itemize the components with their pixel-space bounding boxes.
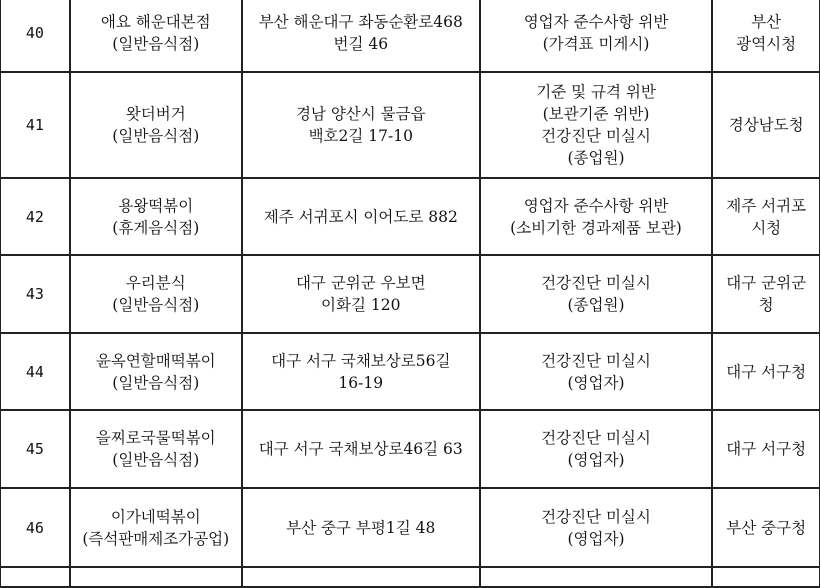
- business-name-line: 윤옥연할매떡볶이: [95, 351, 216, 370]
- address-line: 부산 중구 부평1길 48: [286, 518, 436, 537]
- business-name-line: (일반음식점): [112, 451, 200, 469]
- address-cell: [242, 178, 480, 255]
- row-number-cell: 40: [0, 0, 70, 72]
- violation-line: (종업원): [567, 149, 625, 167]
- address-line: 백호2길 17-10: [308, 127, 413, 145]
- agency-line: 청: [758, 296, 774, 314]
- agency-line: 경상남도청: [728, 116, 804, 134]
- violation-line: (영업자): [567, 451, 625, 469]
- agency-cell: [712, 255, 820, 333]
- agency-line: 제주 서귀포: [726, 196, 807, 215]
- violation-line: (영업자): [567, 529, 625, 548]
- business-name-line: 을찌로국물떡볶이: [95, 429, 216, 447]
- business-name-cell: [70, 488, 242, 567]
- table-row: [0, 255, 820, 333]
- violation-line: 건강진단 미실시: [541, 429, 651, 447]
- violation-cell: [480, 178, 713, 255]
- address-line: 대구 군위군 우보면: [295, 274, 426, 292]
- violation-line: 건강진단 미실시: [541, 127, 651, 145]
- table-row: [0, 72, 820, 178]
- row-number-cell: 42: [0, 178, 70, 255]
- business-name-line: (일반음식점): [112, 127, 200, 145]
- violation-cell: [480, 72, 713, 178]
- violation-line: 영업자 준수사항 위반: [523, 12, 669, 31]
- business-name-line: 용왕떡볶이: [118, 196, 194, 215]
- agency-line: 광역시청: [736, 34, 797, 53]
- address-cell: [242, 488, 480, 567]
- business-name-cell: [70, 333, 242, 410]
- row-number-cell: 41: [0, 72, 70, 178]
- table-row: [0, 333, 820, 410]
- violation-cell: [480, 410, 713, 488]
- violation-line: 영업자 준수사항 위반: [523, 196, 669, 215]
- business-name-line: (일반음식점): [112, 373, 200, 392]
- agency-line: 부산 중구청: [726, 518, 807, 537]
- table-row-partial: [0, 567, 820, 587]
- business-name-cell: [70, 255, 242, 333]
- violation-line: (보관기준 위반): [542, 105, 650, 123]
- agency-line: 대구 군위군: [726, 274, 807, 292]
- agency-cell: [712, 178, 820, 255]
- business-name-line: (휴게음식점): [112, 218, 200, 237]
- agency-cell: [712, 488, 820, 567]
- address-line: 제주 서귀포시 이어도로 882: [263, 207, 458, 226]
- address-line: 이화길 120: [321, 296, 401, 314]
- business-name-line: (즉석판매제조가공업): [82, 529, 230, 548]
- empty-cell: [712, 567, 820, 587]
- address-cell: [242, 333, 480, 410]
- business-name-line: 애요 해운대본점: [100, 12, 211, 31]
- business-name-line: 왓더버거: [125, 105, 186, 123]
- violation-cell: [480, 0, 713, 72]
- address-cell: [242, 0, 480, 72]
- address-cell: [242, 410, 480, 488]
- violation-line: (가격표 미게시): [542, 34, 650, 53]
- row-number-cell: 43: [0, 255, 70, 333]
- violation-line: (소비기한 경과제품 보관): [510, 218, 682, 237]
- violation-line: 건강진단 미실시: [541, 274, 651, 292]
- empty-cell: [480, 567, 713, 587]
- agency-cell: [712, 333, 820, 410]
- agency-line: 시청: [751, 218, 782, 237]
- agency-line: 대구 서구청: [726, 440, 807, 458]
- empty-cell: [70, 567, 242, 587]
- table-row: [0, 178, 820, 255]
- address-line: 대구 서구 국채보상로56길: [271, 351, 451, 370]
- business-name-cell: [70, 410, 242, 488]
- address-line: 부산 해운대구 좌동순환로468: [258, 12, 463, 31]
- address-cell: [242, 255, 480, 333]
- violation-line: (영업자): [567, 373, 625, 392]
- business-name-line: (일반음식점): [112, 296, 200, 314]
- business-name-line: 이가네떡볶이: [110, 507, 201, 526]
- table-row: [0, 410, 820, 488]
- business-name-line: (일반음식점): [112, 34, 200, 53]
- violation-cell: [480, 255, 713, 333]
- row-number-cell: 45: [0, 410, 70, 488]
- address-line: 16-19: [338, 373, 384, 392]
- table-row: [0, 488, 820, 567]
- empty-cell: [242, 567, 480, 587]
- agency-line: 부산: [751, 12, 782, 31]
- agency-cell: [712, 72, 820, 178]
- business-name-cell: [70, 0, 242, 72]
- violation-line: 기준 및 규격 위반: [536, 83, 656, 101]
- agency-line: 대구 서구청: [726, 362, 807, 381]
- address-line: 번길 46: [333, 34, 389, 53]
- violation-cell: [480, 488, 713, 567]
- address-line: 대구 서구 국채보상로46길 63: [258, 440, 463, 458]
- violation-line: (종업원): [567, 296, 625, 314]
- row-number-cell: 46: [0, 488, 70, 567]
- table-row: [0, 0, 820, 72]
- business-name-cell: [70, 178, 242, 255]
- violation-cell: [480, 333, 713, 410]
- address-line: 경남 양산시 물금읍: [295, 105, 426, 123]
- violation-line: 건강진단 미실시: [541, 351, 651, 370]
- address-cell: [242, 72, 480, 178]
- row-number-cell: 44: [0, 333, 70, 410]
- business-name-cell: [70, 72, 242, 178]
- business-name-line: 우리분식: [125, 274, 186, 292]
- agency-cell: [712, 410, 820, 488]
- empty-cell: [0, 567, 70, 587]
- violation-line: 건강진단 미실시: [541, 507, 651, 526]
- agency-cell: [712, 0, 820, 72]
